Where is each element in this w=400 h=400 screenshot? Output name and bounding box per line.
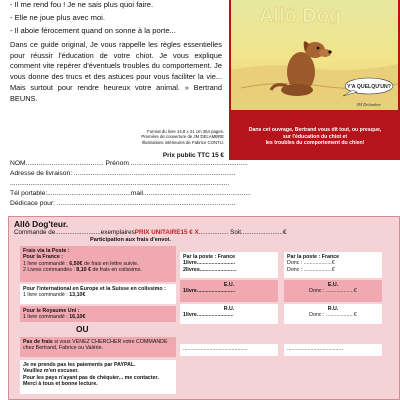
dedication-field[interactable]: Dédicace pour: ................................................................................................ bbox=[10, 200, 236, 207]
right-ru-1: Donc : ...................€ bbox=[309, 312, 357, 319]
france-title: Frais via la Poste : bbox=[23, 248, 70, 254]
mid-eu-block[interactable] bbox=[180, 280, 278, 302]
uk-shipping-block bbox=[20, 306, 176, 322]
intro-paragraph bbox=[10, 40, 222, 104]
mid-eu-label: E.U. bbox=[223, 282, 235, 288]
or-separator: OU bbox=[76, 324, 89, 334]
right-france-1: Donc : ...................€ bbox=[287, 260, 335, 267]
pickup-text: si vous VENEZ CHERCHER votre COMMANDE chez Bertrand, Fabrice ou Valérie. bbox=[23, 339, 168, 352]
right-ru-label: R.U. bbox=[327, 306, 339, 312]
address-field[interactable]: Adresse de livraison: ....................................................................................... bbox=[10, 170, 236, 177]
unit-price-label: PRIX UNITAIRE15 € X bbox=[134, 229, 199, 236]
cover-signature: JM Delambre bbox=[356, 102, 381, 107]
mid-france-label: Par la poste : France bbox=[183, 254, 236, 260]
format-line-1: Format du livre 14,8 x 21 cm 354 pages. bbox=[147, 129, 224, 134]
paypal-line-1: Je ne prends pas les paiements par PAYPAL. bbox=[23, 362, 136, 368]
total-dots: ........................€ bbox=[241, 229, 287, 236]
bullet-1: - Il me rend fou ! Je ne sais plus quoi faire. bbox=[10, 0, 154, 9]
bullet-2: - Elle ne joue plus avec moi. bbox=[10, 13, 105, 22]
command-line[interactable] bbox=[14, 229, 399, 236]
format-line-3: Illustrations intérieures de Fabrice CONTU. bbox=[141, 139, 224, 145]
intro-text: Dans ce guide original, Je vous rappelle les règles essentielles pour réussir l'éducation de votre chiot. Je vous explique comment vite repérer d'éventuels troubles du comportement. Je vous donne des trucs et des astuces pour vous faciliter la vie... Mais surtout pour rendre heureux votre animal. bbox=[10, 40, 222, 92]
mid-france-block[interactable] bbox=[180, 252, 278, 278]
cover-line-2: sur l'éducation du chiot et bbox=[282, 133, 348, 140]
france-rate-2: 2 Livres commandés : 8,10 € de frais en colissimo. bbox=[23, 267, 142, 274]
payment-note-block bbox=[20, 360, 176, 394]
svg-text:Allô Dog: Allô Dog bbox=[259, 5, 342, 27]
cover-illustration bbox=[231, 0, 398, 110]
phone-mail-field[interactable]: Tél portable:.............................................mail.......................................................... bbox=[10, 190, 251, 197]
paypal-line-4: Merci à tous et bonne lecture. bbox=[23, 381, 98, 388]
paypal-line-3: Pour les pays n'ayant pas de chéquier... me contacter. bbox=[23, 374, 159, 381]
mid-pickup-dots[interactable]: ............................................ bbox=[180, 344, 278, 356]
france-rate-1: 1 livre commandé : 6,50€ de frais en lettre suivie. bbox=[23, 260, 139, 267]
cover-blurb bbox=[234, 127, 396, 147]
right-eu-label: E.U. bbox=[327, 282, 339, 288]
mid-ru-1: 1livre......................... bbox=[183, 312, 234, 319]
address-field-2[interactable]: ...................................................................................................................... bbox=[10, 180, 230, 187]
format-line-2: Première de couverture de JM DELAMBRE bbox=[141, 134, 224, 140]
mid-ru-label: R.U. bbox=[223, 306, 235, 312]
shipping-participation: Participation aux frais d'envoi. bbox=[90, 237, 171, 243]
name-field[interactable]: NOM.......................................... Prénom ............................................................... bbox=[10, 160, 248, 167]
paypal-line-2: Veuillez m'en excuser. bbox=[23, 368, 79, 375]
uk-rate: 1 livre commandé : 16,10€ bbox=[23, 314, 86, 321]
public-price: Prix public TTC 15 € bbox=[162, 152, 224, 159]
france-shipping-block bbox=[20, 246, 176, 282]
right-eu-block[interactable] bbox=[284, 280, 382, 302]
cover-line-1: Dans cet ouvrage, Bertrand vous dit tout, ou presque, bbox=[248, 127, 382, 133]
intl-rate: 1 livre commandé : 13,10€ bbox=[23, 292, 86, 299]
pickup-block bbox=[20, 337, 176, 357]
intl-shipping-block bbox=[20, 284, 176, 304]
speech-bubble-text: Y'A QUELQU'UN? bbox=[347, 84, 391, 90]
right-france-label: Par la poste : France bbox=[287, 254, 340, 260]
cover-line-3: les troubles du comportement du chien! bbox=[265, 140, 365, 147]
intro-bullets bbox=[10, 0, 230, 37]
right-france-2: Donc : ...................€ bbox=[287, 266, 335, 273]
dog-illustration bbox=[231, 0, 398, 110]
pickup-no-fee: Pas de frais bbox=[23, 339, 53, 345]
bullet-3: - Il aboie férocement quand on sonne à la porte... bbox=[10, 26, 176, 35]
order-title: Allô Dog'teur. bbox=[14, 219, 69, 229]
intro-author: » Bertrand BEUNS. bbox=[10, 82, 222, 103]
mid-france-2: 2livres......................... bbox=[183, 266, 237, 273]
right-france-block[interactable] bbox=[284, 252, 382, 278]
right-eu-1: Donc : ...................€ bbox=[309, 288, 357, 295]
uk-label: Pour le Royaume Uni : bbox=[23, 308, 80, 314]
mid-ru-block[interactable] bbox=[180, 304, 278, 324]
command-quantity: Commande de..........................exemplaires bbox=[14, 229, 135, 236]
mid-eu-1: 1livre.......................... bbox=[183, 288, 236, 295]
book-format-info bbox=[96, 129, 224, 145]
france-label: Pour la France : bbox=[23, 254, 64, 261]
right-ru-block[interactable] bbox=[284, 304, 382, 324]
right-pickup-dots[interactable]: ...................................... bbox=[284, 344, 382, 356]
intl-label: Pour l'international en Europe et la Suisse en colissimo : bbox=[23, 286, 166, 292]
soit-dots: ................. Soit bbox=[198, 229, 242, 236]
mid-france-1: 1livre.......................... bbox=[183, 260, 236, 267]
